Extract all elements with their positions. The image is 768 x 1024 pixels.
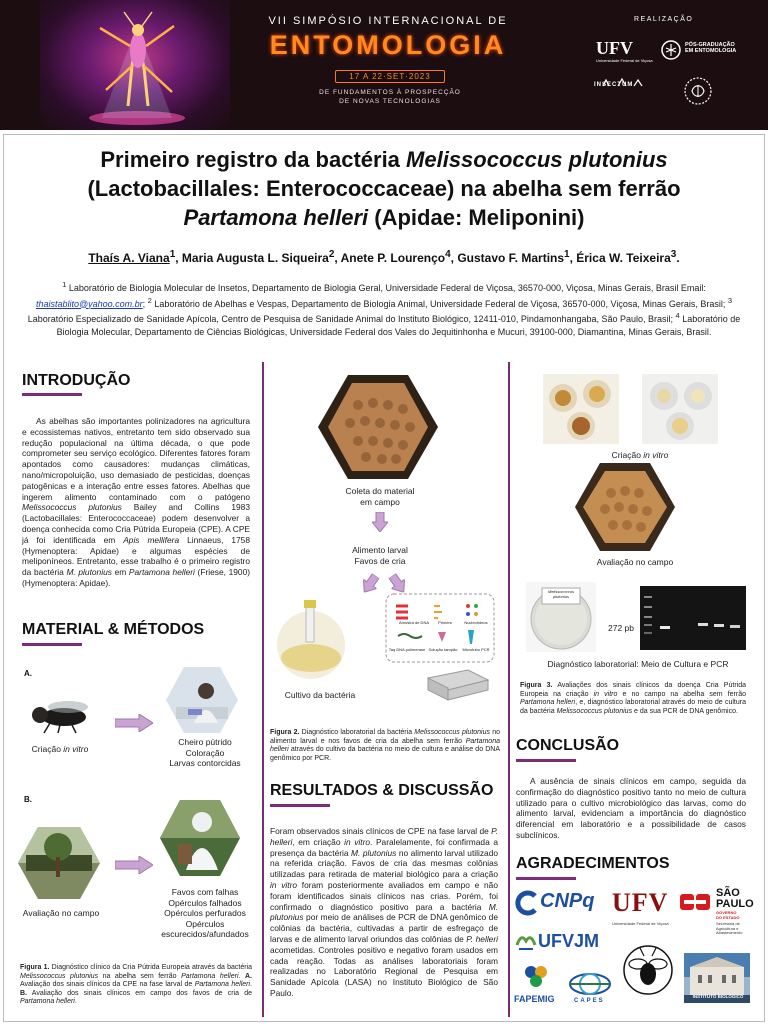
panel-a-symptoms: Cheiro pútrido Coloração Larvas contorcidas [169,737,241,768]
acknowledgements-heading-underline [516,877,576,880]
pos-graduacao-logo: PÓS-GRADUAÇÃO EM ENTOMOLOGIA [685,42,737,54]
author-1-affil: 1 [169,249,176,260]
avaliacao-campo-label: Avaliação no campo [22,908,100,918]
fig3-t1: Avaliações dos sinais clínicos da doença Cria Pútrida Europeia na criação [520,682,746,698]
arrow-right-icon [115,856,153,874]
beekeeper-photo [160,800,240,876]
results-r3-it: M. plutonius [351,847,397,858]
figure-3-caption [520,682,746,716]
affil-3: Laboratório Especializado de Sanidade Apícola, Centro de Pesquisa de Sanidade Animal do Instituto Biológico, 12411-010, Pindamonhangaba, São Paulo, Brasil; [27,314,676,324]
event-dates: 17 A 22·SET·2023 [335,70,445,83]
fig1-it3: Partamona helleri [194,981,251,989]
ufvjm-logo: UFVJM [538,931,600,951]
author-1: Thaís A. Viana [88,251,170,265]
column-divider-2 [508,362,510,1017]
conclusion-heading: CONCLUSÃO [516,737,620,754]
column-divider-1 [262,362,264,1017]
fig2-it2: Partamona helleri [270,737,500,754]
title-line3-text: (Apidae: Meliponini) [368,205,585,230]
fig1-t1: Diagnóstico clínico da Cria Pútrida Europeia através da bactéria [49,964,252,971]
bee-photo [20,695,98,735]
diagnostico-label: Diagnóstico laboratorial: Meio de Cultura e PCR [547,659,729,669]
panel-a-label: A. [24,669,32,678]
sao-paulo-government-icon [680,892,712,912]
contact-email-link[interactable]: thaistablito@yahoo.com.br [35,298,143,309]
affiliations [20,279,748,338]
in-vitro-cells-photo-2 [642,374,718,444]
intro-heading: INTRODUÇÃO [22,372,131,389]
results-r7: acometidas. Controles positivo e negativo foram usados em cada reação. Todas as análises laboratoriais foram realizadas no Laboratório Regional de Pesquisa em Sanidade Apícola (LASA) no Instituto Biológico de São Paulo. [270,944,498,998]
results-r1: Foram observados sinais clínicos de CPE na fase larval de [270,826,492,836]
fig1-b: B. [20,989,27,997]
author-5: , Érica W. Teixeira [569,251,671,265]
coleta-label: Coleta do material em campo [345,486,415,507]
fig3-t2: e no campo na abelha sem ferrão [617,690,746,698]
results-r1-it: P. helleri [270,826,498,847]
fig2-t2: no alimento larval e nos favos de cria da abelha sem ferrão [270,729,500,745]
organizer-label: REALIZAÇÃO [634,16,694,23]
author-list-end: . [676,251,680,265]
fig1-t3: . [238,972,245,980]
sp-logo-line4: Secretaria de Agricultura e Abastecimento [716,921,743,935]
fig3-label: Figura 3. [520,682,553,689]
ufvjm-emblem-icon [515,931,537,953]
results-r6-it: P. helleri [466,933,498,944]
field-photo [18,827,100,899]
band-size-label: 272 pb [608,623,634,633]
fig1-it1: Melissococcus plutonius [20,972,99,980]
ufv-sponsor-sub: Universidade Federal de Viçosa [612,921,669,926]
sp-logo-line1: SÃO [716,887,740,899]
fig2-it1: Melissococcus plutonius [414,729,491,736]
author-4: , Gustavo F. Martins [450,251,565,265]
methods-heading-underline [22,643,82,646]
fig2-label: Figura 2. [270,729,300,736]
intro-t5: (Friese, 1900) (Hymenoptera: Apidae). [22,567,251,588]
author-3-affil: 4 [445,249,451,260]
affil-sep: ; [142,298,148,309]
criacao-it: in vitro [63,744,89,754]
criacao-in-vitro-label-fig3 [590,450,690,461]
pcr-item-tube: Microtubo PCR [462,647,490,652]
title-line2: (Lactobacillales: Enterococcaceae) na abelha sem ferrão [87,176,681,201]
results-r6: por meio de análises de PCR de DNA genômico de colônias da bactéria, cultivadas a partir de esfregaço de larvas e de alimento larval oriundos das colônias de [270,912,498,944]
fig1-t2: na abelha sem ferrão [98,972,182,980]
affil-1: Laboratório de Biologia Molecular de Insetos, Departamento de Biologia Geral, Universidade Federal de Viçosa, 36570-000, Viçosa, Minas Gerais, Brasil Email: [66,283,706,293]
results-r2-it: in vitro [344,836,371,847]
poster-title [40,145,728,232]
plate-label: Melissococcus plutonius [547,589,574,599]
author-2: , Maria Augusta L. Siqueira [175,251,329,265]
results-heading-underline [270,804,330,807]
event-banner [0,0,768,130]
author-4-affil: 1 [564,249,570,260]
criacao-text: Criação [31,744,64,754]
intro-text [22,416,250,589]
fig1-a: A. [245,972,252,980]
criacao-in-vitro-label [20,744,100,755]
fig3-criacao-text: Criação [611,450,644,460]
intro-t3-it: M. plutonius [66,567,112,578]
capes-logo: CAPES [574,998,605,1004]
brood-comb-photo [318,375,438,479]
capes-emblem-icon [568,968,612,998]
affil-2-marker: 2 [147,295,152,305]
lab-researcher-photo [166,667,238,733]
pcr-item-taq: Taq DNA polimerase [388,647,426,652]
affil-4-marker: 4 [675,311,680,320]
bee-society-logo-icon [620,944,676,996]
fig3-t4: e da sua PCR de DNA genômico. [632,707,738,715]
sp-logo-line3: GOVERNO DO ESTADO [716,910,740,920]
fig1-it2: Partamona helleri [181,972,239,980]
results-r5: foram posteriormente avaliados em campo e não foram identificados sinais clínicos nas crias. Porém, foi confirmado o diagnóstico positivo para a bactéria [270,879,498,912]
fig1-t5: . [250,981,252,989]
conclusion-heading-underline [516,759,576,762]
alimento-larval-label: Alimento larval Favos de cria [352,545,408,566]
results-r4: no alimento larval utilizado na referida criação. Favos de cria das mesmas colônias utilizadas para retirada de material biológico para a criação [270,847,499,880]
author-list [20,249,748,265]
affil-4: Laboratório de Biologia Molecular, Departamento de Ciências Biológicas, Universidade Federal dos Vales do Jequitinhonha e Mucuri, 39100-000, Diamantina, Minas Gerais, Brasil. [56,314,741,337]
cnpq-logo-icon [515,890,541,916]
conclusion-text: A ausência de sinais clínicos em campo, seguida da confirmação do diagnóstico positivo tanto no meio de cultura utilizado para o cultivo microbiológico das larvas, como do alimento larval, evidenciam a importância do diagnóstico diferencial em laboratório e a possibilidade de casos subclínicos. [516,776,746,840]
pcr-item-dna: Amostra de DNA [398,620,429,625]
sp-logo-line2: PAULO [716,898,754,910]
insect-emblem-icon [660,40,682,60]
affil-3-marker: 3 [727,295,733,305]
author-5-affil: 3 [670,249,677,260]
event-tagline-1: DE FUNDAMENTOS À PROSPECÇÃO [319,89,461,96]
fig2-t3: através do cultivo da bactéria no meio de cultura e análise do DNA genômico por PCR. [270,746,500,762]
pcr-item-buffer: Solução tampão [428,647,458,652]
results-heading: RESULTADOS & DISCUSSÃO [270,782,494,799]
cnpq-logo: CNPq [540,890,595,912]
fig1-it4: Partamona helleri [20,998,75,1006]
symposium-title: VII SIMPÓSIO INTERNACIONAL DE [268,15,508,27]
fig1-t7: . [74,998,77,1006]
affil-1-marker: 1 [62,280,67,289]
fig3-t3: , e, diagnóstico laboratorial através do meio de cultura da bactéria [520,699,746,715]
fig3-criacao-it: in vitro [643,450,669,460]
instituto-biologico-logo: INSTITUTO BIOLÓGICO [692,994,744,999]
event-tagline-2: DE NOVAS TECNOLOGIAS [339,98,441,105]
in-vitro-cells-photo-1 [543,374,619,444]
pcr-item-primers: Primers [438,620,452,625]
figure-1-caption [20,964,252,1007]
fig3-it3: Melissococcus plutonius [556,707,633,715]
intro-t1-it: Melissococcus plutonius [22,502,122,513]
results-r4-it: in vitro [270,879,298,890]
results-r3: . Paralelamente, foi confirmada a presença da bactéria [270,836,498,858]
results-text [270,826,498,999]
affil-2: Laboratório de Abelhas e Vespas, Departamento de Biologia Animal, Universidade Federal de Viçosa, 36570-000, Viçosa, Minas Gerais, Brasil; [151,298,728,309]
title-species-bee: Partamona helleri [183,205,369,230]
event-name: ENTOMOLOGIA [269,30,507,60]
bacteria-culture-photo [270,600,352,682]
intro-t1: As abelhas são importantes polinizadores na agricultura e ecossistemas nativos, entretanto tem sido observado sua redução populacional na última década, o que pode comprometer seu serviço ecológico. Diferentes fatores foram apontados como causadores: mudanças climáticas, nano/micropoluição, uso demasiado de pesticidas, doenças patogênicas e a interação entre esses fatores. Abelhas que ingerem alimento contaminado com o patógeno [22,416,250,502]
results-r5-it: M. plutonius [270,901,498,923]
figure-2-caption [270,729,500,763]
ufv-logo-sub: Universidade Federal de Viçosa [596,58,653,63]
title-species-bacterium: Melissococcus plutonius [406,147,668,172]
fig2-t1: Diagnóstico laboratorial da bactéria [299,729,415,736]
author-2-affil: 2 [328,249,335,260]
pcr-gel-photo [640,586,746,650]
pcr-item-nucleotides: Nucleotídeos [464,620,488,625]
title-line1-text: Primeiro registro da bactéria [100,147,407,172]
cultivo-label: Cultivo da bactéria [284,690,356,700]
society-seal-icon [676,76,720,106]
intro-heading-underline [22,393,82,396]
arrow-down-icon [372,512,388,532]
fapemig-emblem-icon [522,964,550,990]
acknowledgements-heading: AGRADECIMENTOS [516,855,670,872]
fig3-it2: Partamona helleri [520,699,576,707]
fig1-t6: Avaliação dos sinais clínicos em campo dos favos de cria de [27,989,252,997]
fapemig-logo: FAPEMIG [514,994,555,1004]
panel-b-symptoms: Favos com falhas Opérculos falhados Opérculos perfurados Opérculos escurecidos/afundados [161,887,249,939]
fig3-it1: in vitro [593,690,618,698]
intro-t4: em [111,567,129,578]
mantis-logo-icon [62,6,212,126]
arrow-right-icon [115,714,153,732]
intro-t4-it: Partamona helleri [128,567,195,578]
field-comb-photo [575,463,675,551]
intro-t3: Linnaeus, 1758 (Hymenoptera: Apidae) e algumas espécies de meliponíneos. Entretanto, esse trabalho é o primeiro registro da bactéria [22,534,250,578]
ufv-logo: UFV [596,38,633,58]
avaliacao-campo-label-fig3: Avaliação no campo [596,557,674,567]
panel-b-label: B. [24,795,32,804]
insectum-logo: INSECTUM [594,82,634,88]
fig1-label: Figura 1. [20,964,50,971]
fig1-t4: Avaliação dos sinais clínicos da CPE na fase larval de [20,981,195,989]
intro-t2-it: Apis mellifera [123,534,180,545]
ufv-sponsor-logo: UFV [612,888,669,917]
author-3: , Anete P. Lourenço [334,251,446,265]
methods-heading: MATERIAL & MÉTODOS [22,621,205,638]
intro-t2: Bailey and Collins 1983 (Lactobacillales: Enterococcaceae) podem desenvolver a doença conhecida como Cria Pútrida Europeia (CPE). A CPE já foi identificada em [22,502,250,545]
results-r2: , em criação [292,836,345,847]
